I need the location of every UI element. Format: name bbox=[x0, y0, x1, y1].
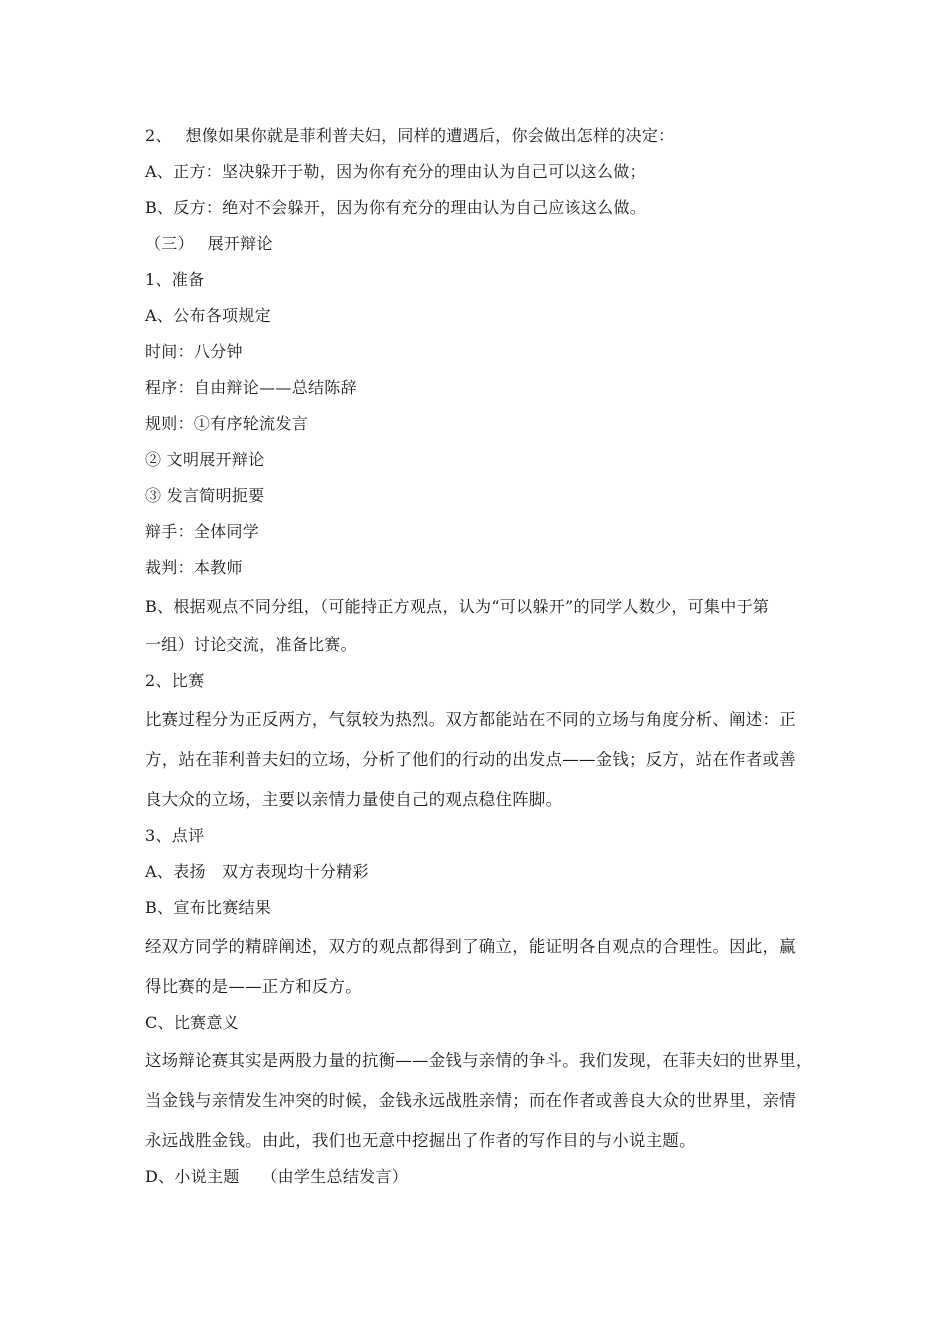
text-line: ② 文明展开辩论 bbox=[145, 450, 265, 469]
text-line: 规则：①有序轮流发言 bbox=[145, 414, 309, 433]
text-line: 1、准备 bbox=[145, 270, 205, 289]
text-line: A、表扬 双方表现均十分精彩 bbox=[145, 862, 369, 881]
text-line: 裁判：本教师 bbox=[145, 558, 243, 577]
text-line: B、根据观点不同分组，（可能持正方观点，认为“可以躲开”的同学人数少，可集中于第 bbox=[145, 597, 770, 616]
text-line: 2、比赛 bbox=[145, 671, 205, 690]
text-line: 3、点评 bbox=[145, 826, 205, 845]
text-line: A、正方：坚决躲开于勒，因为你有充分的理由认为自己可以这么做； bbox=[145, 162, 646, 181]
text-line: 时间：八分钟 bbox=[145, 342, 243, 361]
text-line: 永远战胜金钱。由此，我们也无意中挖掘出了作者的写作目的与小说主题。 bbox=[145, 1131, 696, 1150]
text-line: A、公布各项规定 bbox=[145, 306, 271, 325]
text-line: B、反方：绝对不会躲开，因为你有充分的理由认为自己应该这么做。 bbox=[145, 198, 647, 217]
text-line: 得比赛的是——正方和反方。 bbox=[145, 977, 362, 996]
text-line: 当金钱与亲情发生冲突的时候，金钱永远战胜亲情；而在作者或善良大众的世界里，亲情 bbox=[145, 1091, 796, 1110]
text-line: 良大众的立场，主要以亲情力量使自己的观点稳住阵脚。 bbox=[145, 790, 563, 809]
text-line: 经双方同学的精辟阐述，双方的观点都得到了确立，能证明各自观点的合理性。因此，赢 bbox=[145, 937, 796, 956]
text-line: C、比赛意义 bbox=[145, 1013, 240, 1032]
text-line: 2、 想像如果你就是菲利普夫妇，同样的遭遇后，你会做出怎样的决定： bbox=[145, 126, 675, 145]
text-line: 辩手：全体同学 bbox=[145, 522, 260, 541]
text-line: 比赛过程分为正反两方，气氛较为热烈。双方都能站在不同的立场与角度分析、阐述：正 bbox=[145, 710, 796, 729]
text-line: 方，站在菲利普夫妇的立场，分析了他们的行动的出发点——金钱；反方，站在作者或善 bbox=[145, 750, 796, 769]
text-line: 一组）讨论交流，准备比赛。 bbox=[145, 635, 357, 654]
text-line: 这场辩论赛其实是两股力量的抗衡——金钱与亲情的争斗。我们发现，在菲夫妇的世界里， bbox=[145, 1051, 813, 1070]
text-line: B、宣布比赛结果 bbox=[145, 898, 272, 917]
text-line: 程序：自由辩论——总结陈辞 bbox=[145, 378, 357, 397]
text-line: D、小说主题 （由学生总结发言） bbox=[145, 1167, 409, 1186]
section-heading: （三） 展开辩论 bbox=[145, 234, 273, 253]
text-line: ③ 发言简明扼要 bbox=[145, 486, 265, 505]
